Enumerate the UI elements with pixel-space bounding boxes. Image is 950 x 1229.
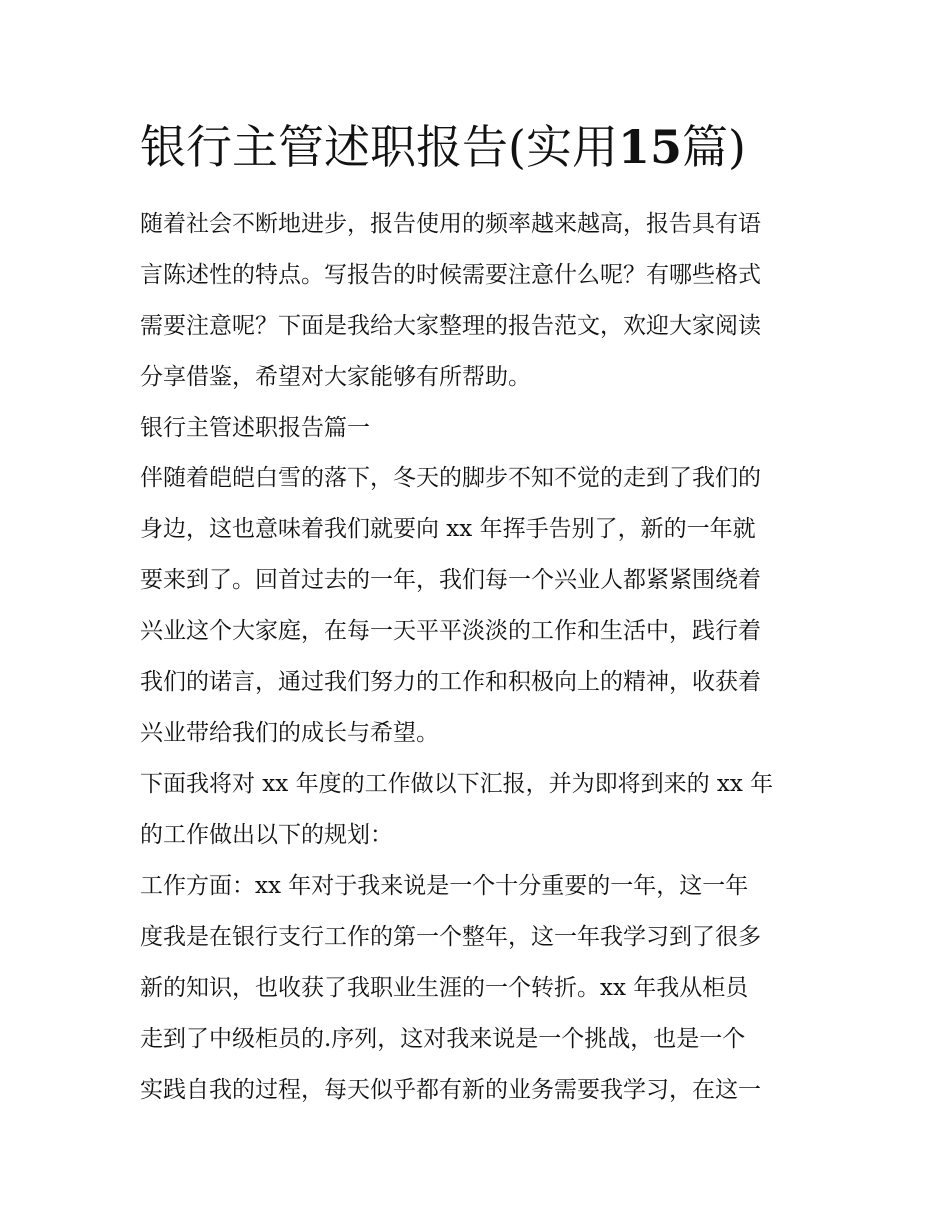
- intro-line-2: 言陈述性的特点。写报告的时候需要注意什么呢？有哪些格式: [140, 262, 761, 288]
- title-suffix: 篇): [681, 120, 746, 174]
- paragraph-line: 度我是在银行支行工作的第一个整年，这一年我学习到了很多: [140, 924, 761, 950]
- paragraph-line: 兴业带给我们的成长与希望。: [140, 720, 439, 746]
- paragraph-line: 工作方面：xx 年对于我来说是一个十分重要的一年，这一年: [140, 873, 749, 899]
- paragraph-line: 的工作做出以下的规划：: [140, 822, 393, 848]
- document-body: [140, 199, 812, 1116]
- paragraph-line: 新的知识，也收获了我职业生涯的一个转折。xx 年我从柜员: [140, 975, 749, 1001]
- paragraph-line: 实践自我的过程，每天似乎都有新的业务需要我学习，在这一: [140, 1077, 761, 1103]
- paragraph-line: 伴随着皑皑白雪的落下，冬天的脚步不知不觉的走到了我们的: [140, 465, 761, 491]
- intro-line-4: 分享借鉴，希望对大家能够有所帮助。: [140, 364, 531, 390]
- paragraph-line: 兴业这个大家庭，在每一天平平淡淡的工作和生活中，践行着: [140, 618, 761, 644]
- document-title: [140, 116, 840, 178]
- paragraph-line: 要来到了。回首过去的一年，我们每一个兴业人都紧紧围绕着: [140, 567, 761, 593]
- paragraph-line: 身边，这也意味着我们就要向 xx 年挥手告别了，新的一年就: [140, 516, 756, 542]
- title-number: 15: [617, 120, 682, 174]
- intro-line-1: 随着社会不断地进步，报告使用的频率越来越高，报告具有语: [140, 211, 761, 237]
- title-prefix: 银行主管述职报告(实用: [140, 120, 618, 174]
- section-heading: 银行主管述职报告篇一: [140, 415, 370, 441]
- paragraph-line: 下面我将对 xx 年度的工作做以下汇报，并为即将到来的 xx 年: [140, 771, 774, 797]
- paragraph-line: 走到了中级柜员的.序列，这对我来说是一个挑战，也是一个: [140, 1026, 746, 1052]
- intro-line-3: 需要注意呢？下面是我给大家整理的报告范文，欢迎大家阅读: [140, 313, 761, 339]
- paragraph-line: 我们的诺言，通过我们努力的工作和积极向上的精神，收获着: [140, 669, 761, 695]
